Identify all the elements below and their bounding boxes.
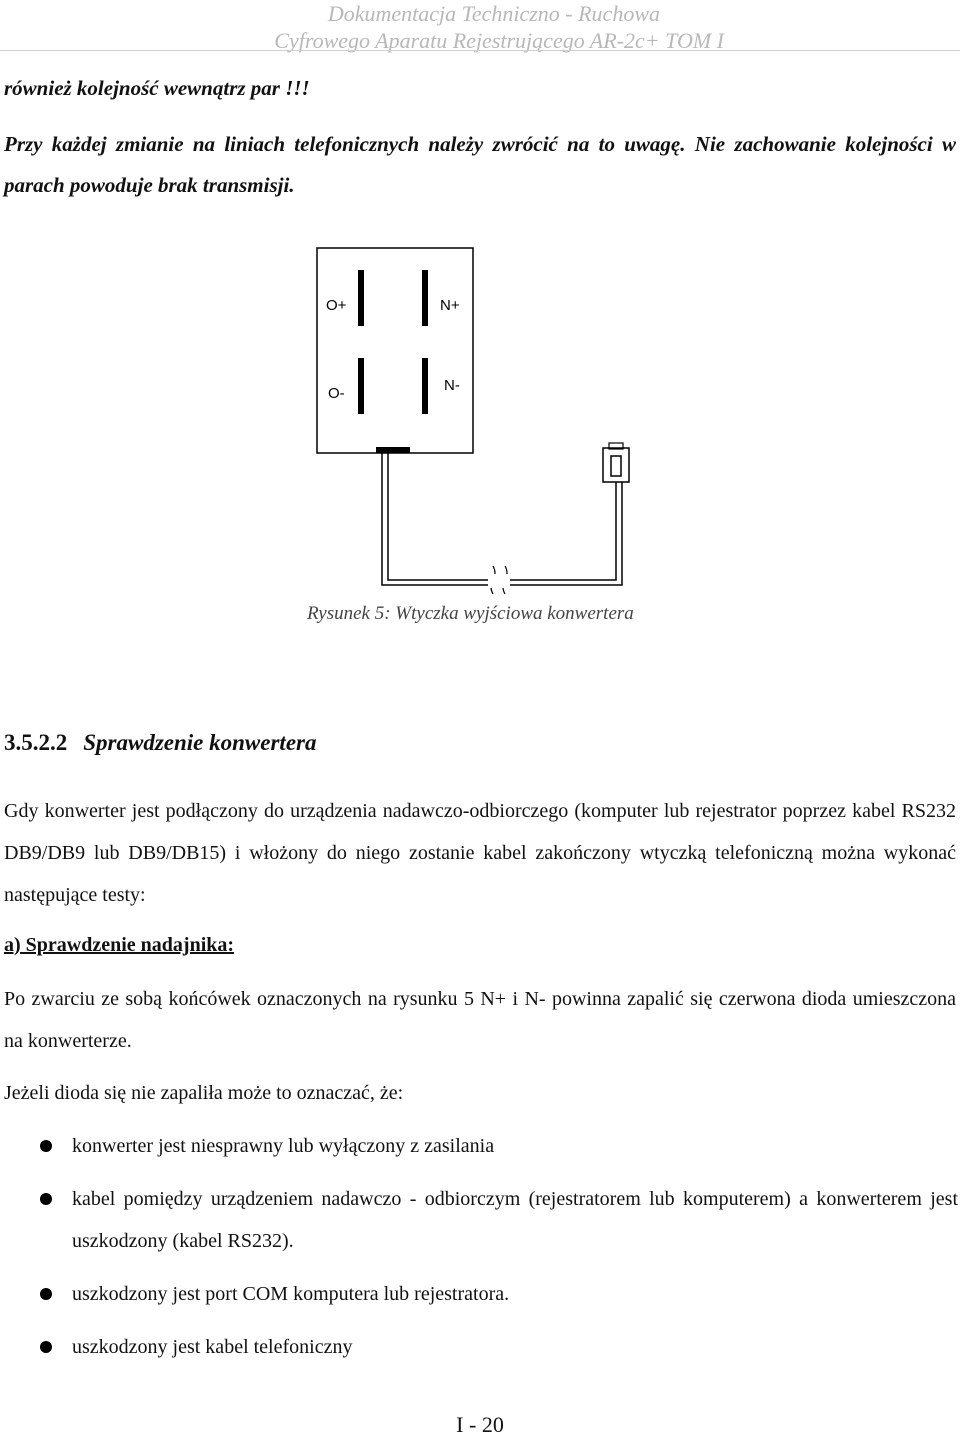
pin-n-plus — [422, 270, 428, 326]
cable-line — [382, 453, 622, 585]
section-paragraph-1: Gdy konwerter jest podłączony do urządzenia nadawczo-odbiorczego (komputer lub rejestrator poprzez kabel RS232 DB9/DB9 lub DB9/DB15) i włożony do niego zostanie kabel zakończony wtyczką telefoniczną można wykonać następujące testy: — [4, 800, 956, 906]
intro-line: również kolejność wewnątrz par !!! — [4, 76, 310, 100]
header-divider — [0, 50, 960, 51]
list-item: uszkodzony jest port COM komputera lub rejestratora. — [72, 1283, 510, 1305]
section-paragraph-2: Po zwarciu ze sobą końcówek oznaczonych na rysunku 5 N+ i N- powinna zapalić się czerwona dioda umieszczona na konwerterze. — [4, 988, 956, 1052]
header-line-1: Dokumentacja Techniczno - Ruchowa — [327, 1, 660, 26]
phone-plug — [603, 448, 629, 482]
section-heading — [4, 730, 316, 756]
plug-body — [317, 248, 473, 453]
section-paragraph-3: Jeżeli dioda się nie zapaliła może to oznaczać, że: — [4, 1082, 404, 1104]
list-item: uszkodzony jest kabel telefoniczny — [72, 1336, 353, 1358]
cable-clamp — [376, 447, 410, 453]
section-title: Sprawdzenie konwertera — [83, 730, 317, 755]
label-o-minus: O- — [328, 385, 345, 402]
page-number: I - 20 — [456, 1412, 504, 1437]
page-header — [0, 0, 960, 54]
bullet-dot — [40, 1140, 52, 1152]
bullet-dot — [40, 1193, 52, 1205]
phone-plug-latch — [611, 456, 621, 476]
cable-gap — [488, 574, 510, 588]
pin-o-plus — [358, 270, 364, 326]
subheading-transmitter-test: a) Sprawdzenie nadajnika: — [4, 934, 235, 956]
converter-plug-diagram — [300, 240, 660, 600]
label-o-plus: O+ — [326, 297, 347, 314]
figure-caption: Rysunek 5: Wtyczka wyjściowa konwertera — [307, 603, 634, 624]
header-line-2: Cyfrowego Aparatu Rejestrującego AR-2c+ TOM I — [274, 28, 724, 53]
list-item: kabel pomiędzy urządzeniem nadawczo - odbiorczym (rejestratorem lub komputerem) a konwerterem jest uszkodzony (kabel RS232). — [72, 1188, 958, 1252]
pin-n-minus — [422, 358, 428, 414]
bullet-dot — [40, 1288, 52, 1300]
bullet-dot — [40, 1341, 52, 1353]
label-n-minus: N- — [444, 377, 460, 394]
section-number: 3.5.2.2 — [4, 730, 68, 755]
label-n-plus: N+ — [440, 297, 460, 314]
warning-paragraph: Przy każdej zmianie na liniach telefonicznych należy zwrócić na to uwagę. Nie zachowanie kolejności w parach powoduje brak transmisji. — [4, 132, 956, 197]
list-item: konwerter jest niesprawny lub wyłączony z zasilania — [72, 1135, 495, 1157]
cable-line-inner — [388, 453, 616, 580]
pin-o-minus — [358, 358, 364, 414]
